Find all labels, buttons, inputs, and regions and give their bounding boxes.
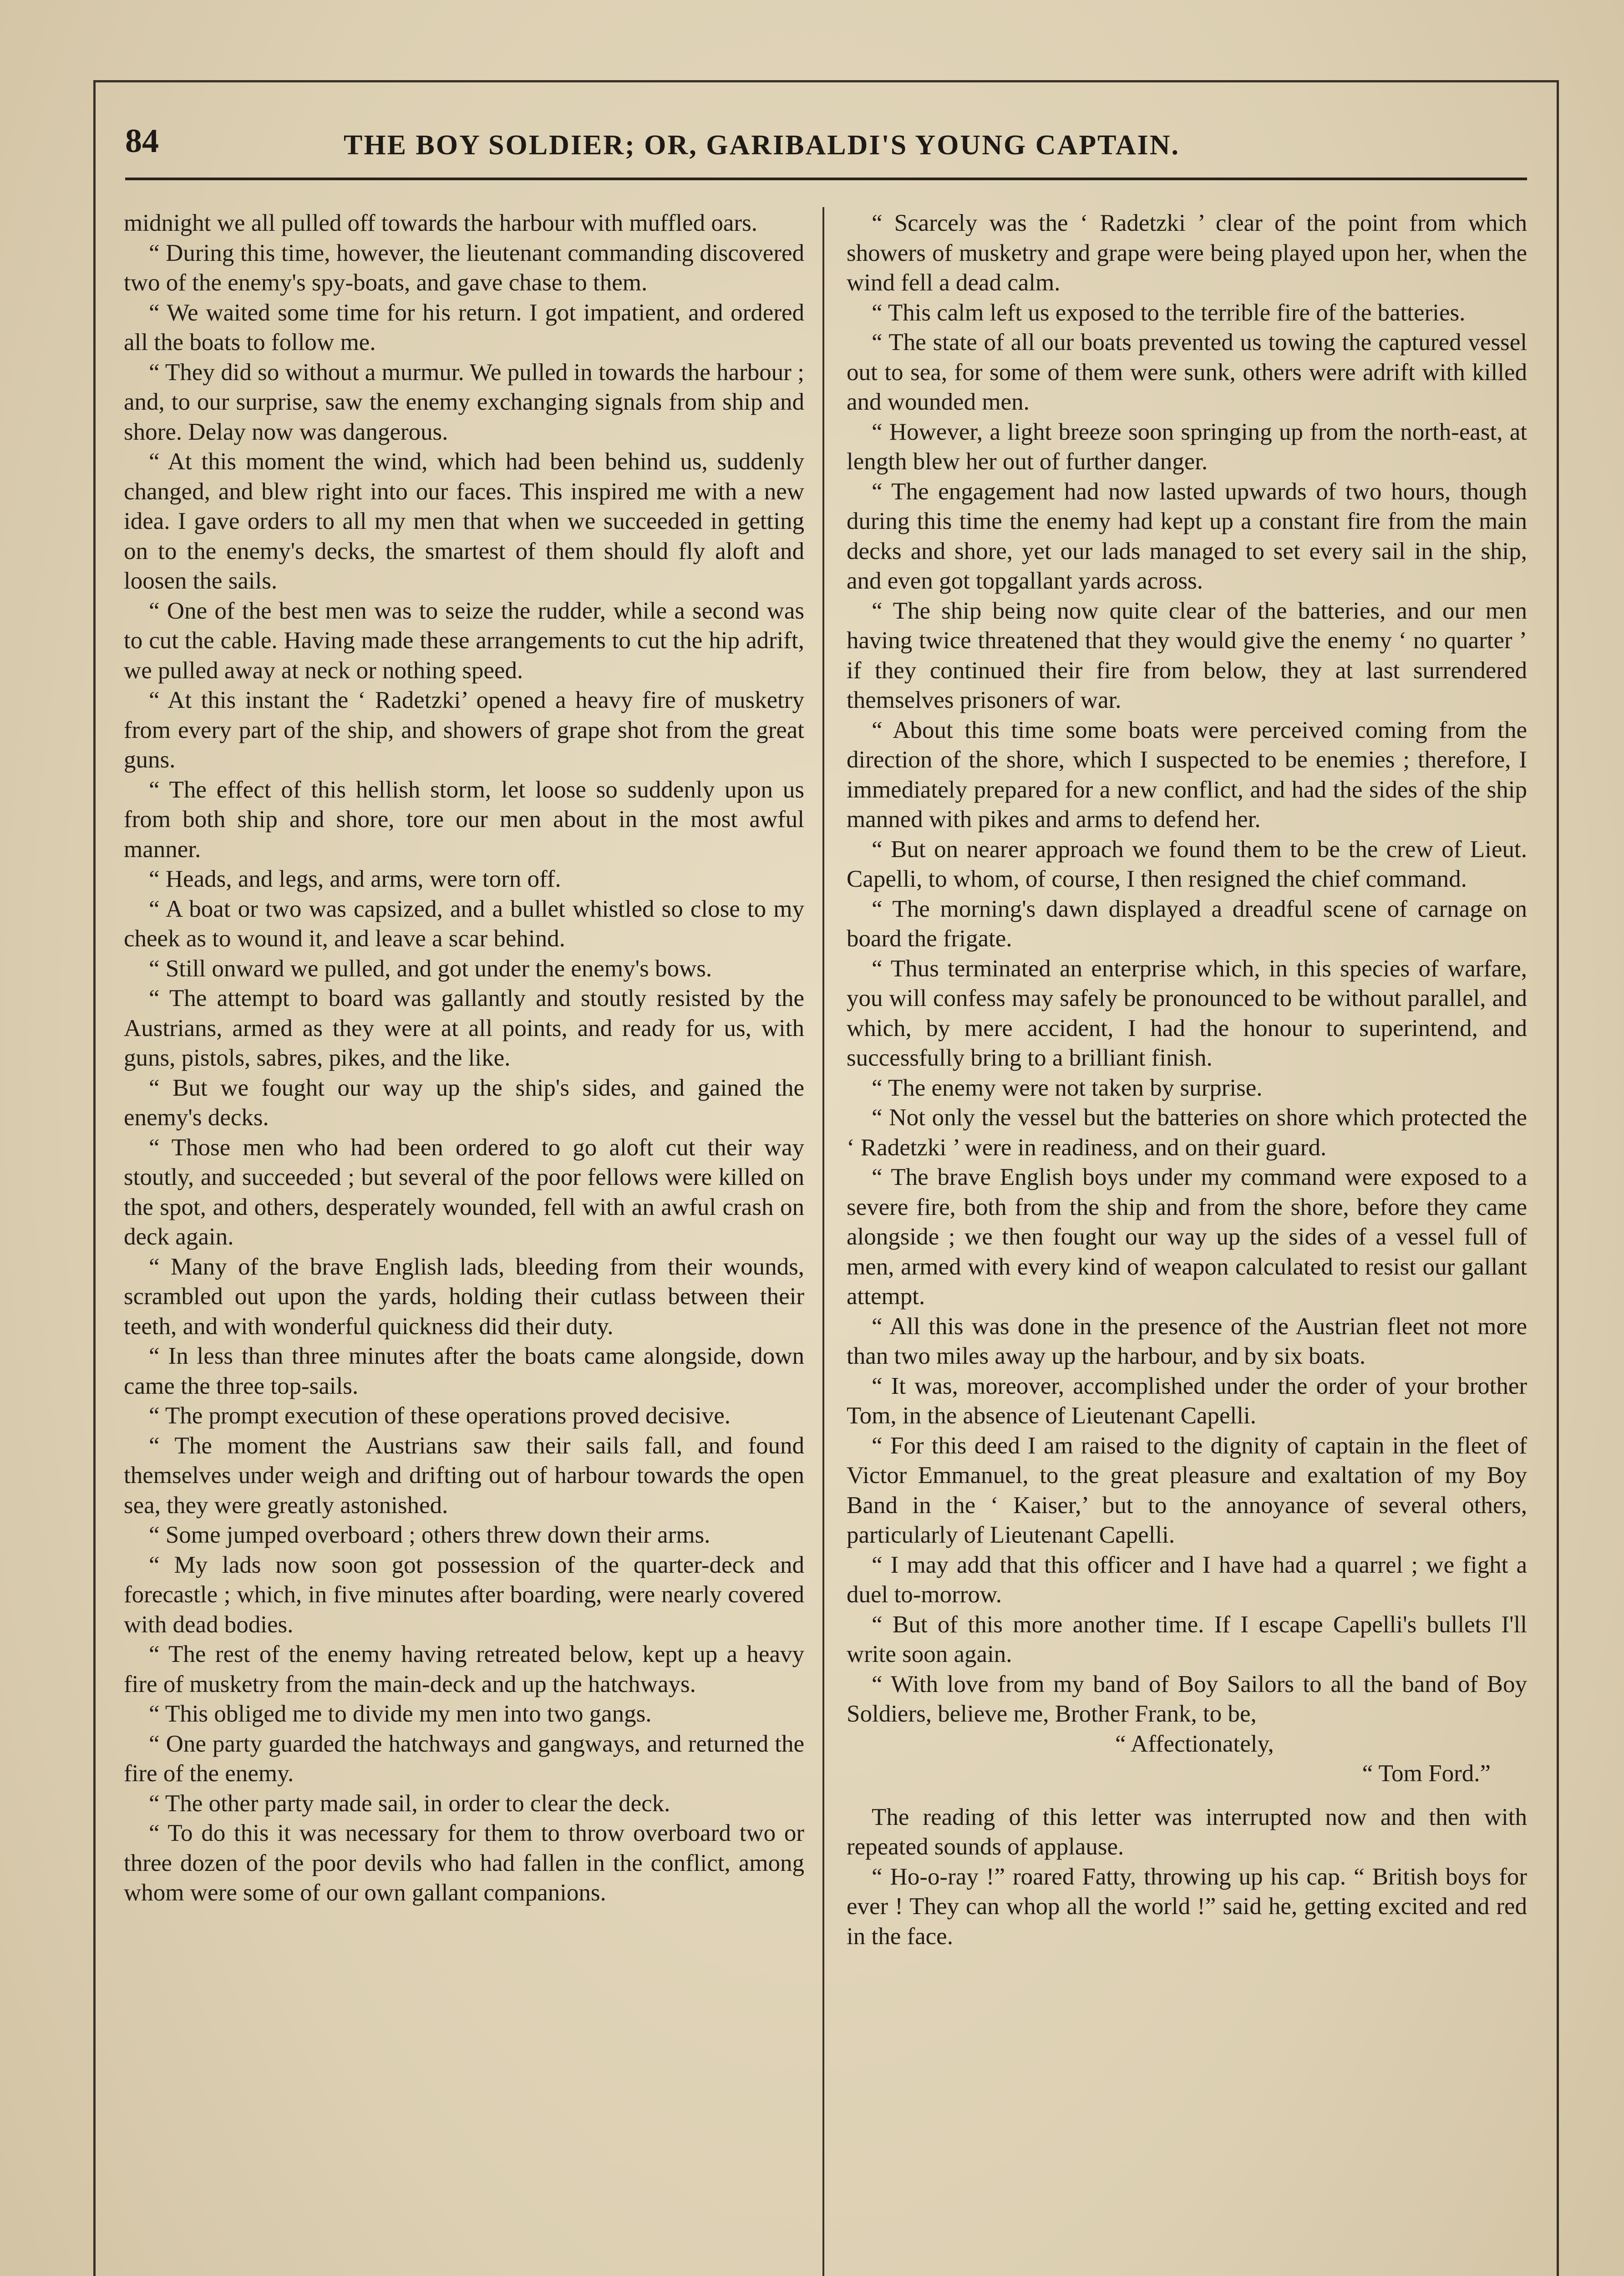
left-column	[124, 208, 804, 2276]
paragraph: “ The morning's dawn displayed a dreadful scene of carnage on board the frigate.	[847, 895, 1527, 952]
paragraph: “ To do this it was necessary for them to throw overboard two or three dozen of the poor devils who had fallen in the conflict, among whom were some of our own gallant companions.	[124, 1820, 804, 1906]
paragraph: “ We waited some time for his return. I got impatient, and ordered all the boats to follow me.	[124, 299, 804, 356]
paragraph: “ The other party made sail, in order to clear the deck.	[149, 1790, 670, 1817]
paragraph: “ The ship being now quite clear of the batteries, and our men having twice threatened that they would give the enemy ‘ no quarter ’ if they continued their fire from below, they at last surrendered themselves prisoners of war.	[847, 597, 1527, 713]
paragraph: “ At this moment the wind, which had been behind us, suddenly changed, and blew right into our faces. This inspired me with a new idea. I gave orders to all my men that when we succeeded in getting on to the enemy's decks, the smartest of them should fly aloft and loosen the sails.	[124, 448, 804, 594]
paragraph: “ Heads, and legs, and arms, were torn off.	[149, 866, 561, 892]
paragraph: “ The moment the Austrians saw their sails fall, and found themselves under weigh and drifting out of harbour towards the open sea, they were greatly astonished.	[124, 1432, 804, 1519]
paragraph: “ The enemy were not taken by surprise.	[872, 1074, 1263, 1101]
paragraph: “ I may add that this officer and I have had a quarrel ; we fight a duel to-morrow.	[847, 1551, 1527, 1608]
paragraph: “ But we fought our way up the ship's sides, and gained the enemy's decks.	[124, 1074, 804, 1131]
paragraph: “ The engagement had now lasted upwards of two hours, though during this time the enemy had kept up a constant fire from the main decks and shore, yet our lads managed to set every sail in the ship, and even got topgallant yards across.	[847, 478, 1527, 594]
page-number: 84	[125, 122, 159, 160]
paragraph: “ The rest of the enemy having retreated below, kept up a heavy fire of musketry from the main-deck and up the hatchways.	[124, 1641, 804, 1697]
paragraph: “ However, a light breeze soon springing up from the north-east, at length blew her out of further danger.	[847, 418, 1527, 475]
paragraph: “ They did so without a murmur. We pulled in towards the harbour ; and, to our surprise, saw the enemy exchanging signals from ship and shore. Delay now was dangerous.	[124, 359, 804, 445]
paragraph: “ This calm left us exposed to the terrible fire of the batteries.	[872, 299, 1466, 326]
paragraph: “ The effect of this hellish storm, let loose so suddenly upon us from both ship and shore, tore our men about in the most awful manner.	[124, 776, 804, 863]
paragraph: “ At this instant the ‘ Radetzki’ opened a heavy fire of musketry from every part of the ship, and showers of grape shot from the great guns.	[124, 687, 804, 773]
paragraph: “ All this was done in the presence of the Austrian fleet not more than two miles away up the harbour, and by six boats.	[847, 1313, 1527, 1369]
paragraph: “ My lads now soon got possession of the quarter-deck and forecastle ; which, in five minutes after boarding, were nearly covered with dead bodies.	[124, 1551, 804, 1638]
paragraph: “ But of this more another time. If I escape Capelli's bullets I'll write soon again.	[847, 1611, 1527, 1667]
paragraph: “ Those men who had been ordered to go aloft cut their way stoutly, and succeeded ; but several of the poor fellows were killed on the spot, and others, desperately wounded, fell with an awful crash on deck again.	[124, 1134, 804, 1250]
paragraph: “ Ho-o-ray !” roared Fatty, throwing up his cap. “ British boys for ever ! They can whop all the world !” said he, getting excited and red in the face.	[847, 1863, 1527, 1950]
paragraph: “ The prompt execution of these operations proved decisive.	[149, 1402, 731, 1429]
paragraph: “ Some jumped overboard ; others threw down their arms.	[149, 1522, 710, 1548]
paragraph: “ But on nearer approach we found them to be the crew of Lieut. Capelli, to whom, of course, I then resigned the chief command.	[847, 836, 1527, 892]
paragraph: “ Not only the vessel but the batteries on shore which protected the ‘ Radetzki ’ were in readiness, and on their guard.	[847, 1104, 1527, 1161]
running-title: THE BOY SOLDIER; OR, GARIBALDI'S YOUNG CAPTAIN.	[344, 130, 1180, 161]
paragraph: “ For this deed I am raised to the dignity of captain in the fleet of Victor Emmanuel, to the great pleasure and exaltation of my Boy Band in the ‘ Kaiser,’ but to the annoyance of several others, particularly of Lieutenant Capelli.	[847, 1432, 1527, 1548]
header-rule	[125, 178, 1527, 180]
paragraph: “ One of the best men was to seize the rudder, while a second was to cut the cable. Having made these arrangements to cut the hip adrift, we pulled away at neck or nothing speed.	[124, 597, 804, 684]
paragraph: “ It was, moreover, accomplished under the order of your brother Tom, in the absence of Lieutenant Capelli.	[847, 1372, 1527, 1429]
paragraph: “ In less than three minutes after the boats came alongside, down came the three top-sails.	[124, 1343, 804, 1399]
column-divider	[822, 207, 824, 2276]
paragraph: “ About this time some boats were perceived coming from the direction of the shore, which I suspected to be enemies ; therefore, I immediately prepared for a new conflict, and had the sides of the ship manned with pikes and arms to defend her.	[847, 716, 1527, 833]
paragraph: “ The state of all our boats prevented us towing the captured vessel out to sea, for some of them were sunk, others were adrift with killed and wounded men.	[847, 329, 1527, 415]
paragraph: “ The attempt to board was gallantly and stoutly resisted by the Austrians, armed as they were at all points, and ready for us, with guns, pistols, sabres, pikes, and the like.	[124, 985, 804, 1071]
letter-signature: “ Tom Ford.”	[1362, 1760, 1491, 1787]
paragraph: “ Scarcely was the ‘ Radetzki ’ clear of the point from which showers of musketry and grape were being played upon her, when the wind fell a dead calm.	[847, 210, 1527, 296]
paragraph: “ The brave English boys under my command were exposed to a severe fire, both from the ship and from the shore, before they came alongside ; we then fought our way up the sides of a vessel full of men, armed with every kind of weapon calculated to resist our gallant attempt.	[847, 1164, 1527, 1310]
paragraph: “ One party guarded the hatchways and gangways, and returned the fire of the enemy.	[124, 1730, 804, 1787]
paragraph: midnight we all pulled off towards the harbour with muffled oars.	[124, 210, 757, 236]
right-column	[847, 208, 1527, 2276]
paragraph: “ This obliged me to divide my men into two gangs.	[149, 1701, 652, 1727]
paragraph: “ Thus terminated an enterprise which, in this species of warfare, you will confess may safely be pronounced to be without parallel, and which, by mere accident, I had the honour to superintend, and successfully bring to a brilliant finish.	[847, 955, 1527, 1071]
paragraph: The reading of this letter was interrupted now and then with repeated sounds of applause.	[847, 1804, 1527, 1860]
letter-closing: “ Affectionately,	[1115, 1730, 1274, 1757]
paragraph: “ Many of the brave English lads, bleeding from their wounds, scrambled out upon the yards, holding their cutlass between their teeth, and with wonderful quickness did their duty.	[124, 1253, 804, 1340]
paragraph: “ A boat or two was capsized, and a bullet whistled so close to my cheek as to wound it, and leave a scar behind.	[124, 895, 804, 952]
paragraph: “ With love from my band of Boy Sailors to all the band of Boy Soldiers, believe me, Brother Frank, to be,	[847, 1671, 1527, 1727]
paragraph: “ During this time, however, the lieutenant commanding discovered two of the enemy's spy-boats, and gave chase to them.	[124, 239, 804, 296]
paragraph: “ Still onward we pulled, and got under the enemy's bows.	[149, 955, 712, 982]
